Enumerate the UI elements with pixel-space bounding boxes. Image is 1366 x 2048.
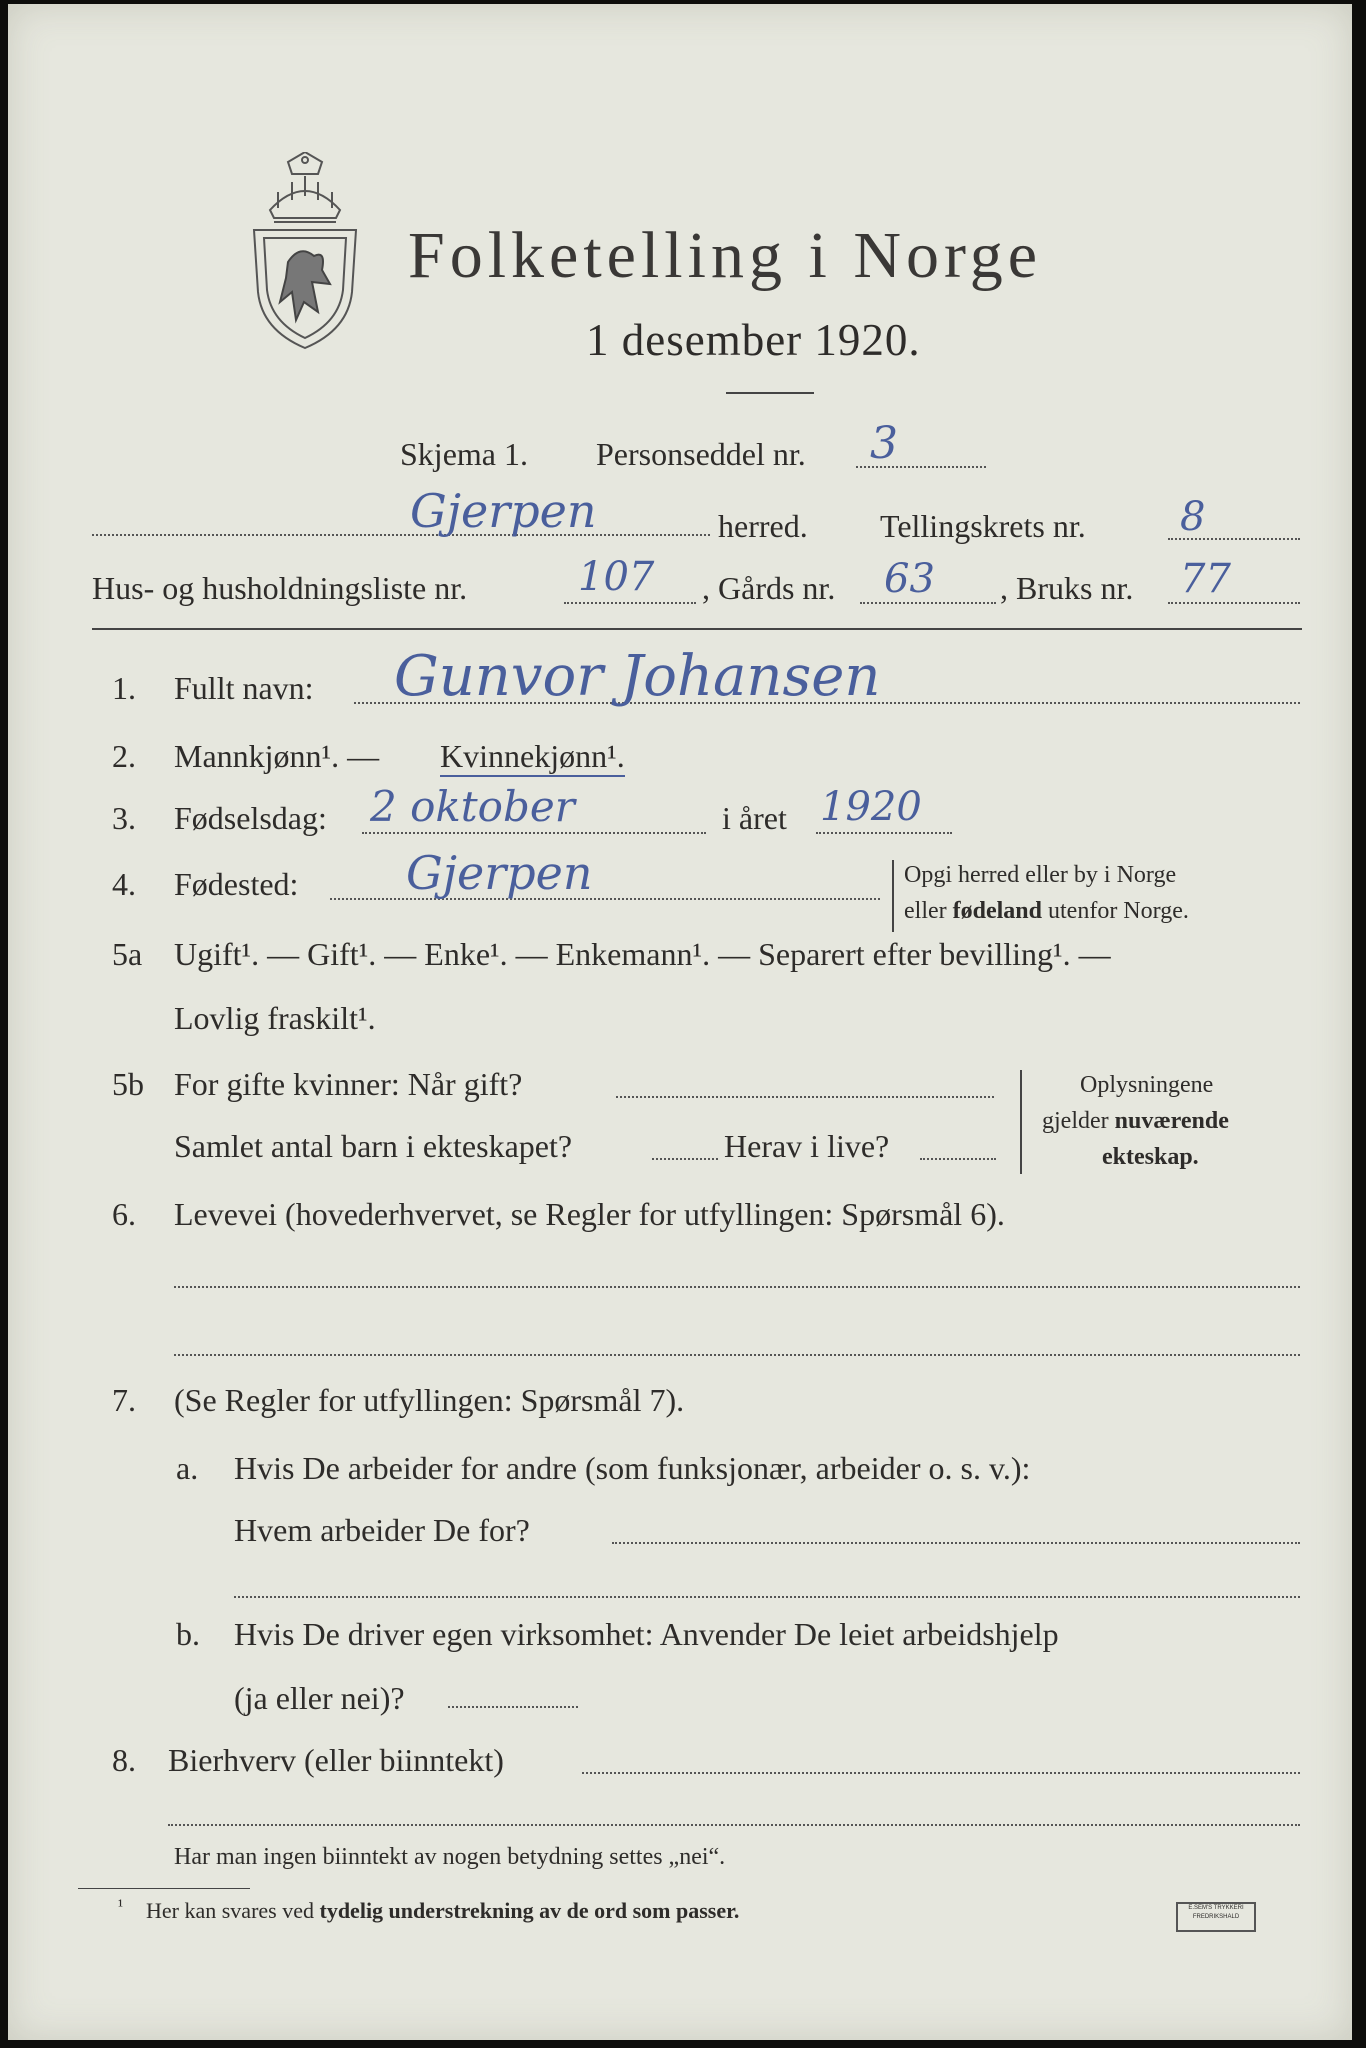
children-alive-field[interactable] [920,1158,996,1160]
q5a-number: 5a [112,936,143,972]
q5b-note-line1: Oplysningene [1080,1072,1214,1098]
side-income-field[interactable] [582,1772,1300,1774]
skjema-label: Skjema 1. [400,436,528,472]
footnote-mark: ¹ [118,1896,124,1915]
q7-number: 7. [112,1382,136,1418]
gards-field[interactable] [860,602,996,604]
q2-number: 2. [112,738,136,774]
header-divider [92,628,1302,630]
printer-stamp: E.SEM'S TRYKKERI FREDRIKSHALD [1176,1902,1256,1932]
footnote-divider [78,1888,250,1889]
birth-year-label: i året [722,800,787,836]
title-divider [726,392,814,394]
occupation-label: Levevei (hovederhvervet, se Regler for utfyllingen: Spørsmål 6). [174,1196,1005,1232]
q5b-note-line2: gjelder nuværende [1042,1108,1229,1134]
q7a-label: Hvis De arbeider for andre (som funksjonær, arbeider o. s. v.): [234,1450,1031,1486]
employer-label: Hvem arbeider De for? [234,1512,530,1548]
husholdningsliste-label: Hus- og husholdningsliste nr. [92,570,468,606]
herred-value: Gjerpen [410,484,597,538]
gards-value: 63 [884,556,935,602]
employer-field-2[interactable] [234,1596,1300,1598]
q5b-number: 5b [112,1066,144,1102]
married-when-field[interactable] [616,1096,994,1098]
q4-label: Fødested: [174,866,299,902]
q7b-label: Hvis De driver egen virksomhet: Anvender De leiet arbeidshjelp [234,1616,1059,1652]
side-income-label: Bierhverv (eller biinntekt) [168,1742,504,1778]
q7a-letter: a. [176,1450,199,1486]
tellingskrets-value: 8 [1180,494,1206,540]
gards-label: , Gårds nr. [702,570,836,606]
q1-label: Fullt navn: [174,670,314,706]
q6-number: 6. [112,1196,136,1232]
occupation-field-1[interactable] [174,1286,1300,1288]
birth-year-field[interactable] [816,832,952,834]
side-income-note: Har man ingen biinntekt av nogen betydning settes „nei“. [174,1844,726,1870]
sex-option-female[interactable]: Kvinnekjønn¹. [440,738,625,777]
footnote-text: Her kan svares ved tydelig understrekning av de ord som passer. [146,1898,740,1923]
birthplace-value: Gjerpen [406,846,593,900]
q4-note-line2: eller fødeland utenfor Norge. [904,898,1189,924]
personseddel-label: Personseddel nr. [596,436,806,472]
sex-option-male[interactable]: Mannkjønn¹. — [174,738,380,774]
birth-year-value: 1920 [820,784,922,830]
birthdate-field[interactable] [362,832,706,834]
husholdningsliste-field[interactable] [564,602,696,604]
q8-number: 8. [112,1742,136,1778]
hired-help-label: (ja eller nei)? [234,1680,405,1716]
side-income-field-2[interactable] [168,1824,1300,1826]
full-name-value: Gunvor Johansen [394,644,881,709]
herred-label: herred. [718,508,808,544]
q5b-note-line3: ekteskap. [1102,1144,1199,1170]
q3-label: Fødselsdag: [174,800,327,836]
q4-note-bracket [892,860,894,932]
personseddel-value: 3 [870,418,898,469]
marital-status-divorced[interactable]: Lovlig fraskilt¹. [174,1000,376,1036]
q4-note-line1: Opgi herred eller by i Norge [904,862,1177,888]
hired-help-field[interactable] [448,1706,578,1708]
q4-number: 4. [112,866,136,902]
bruks-value: 77 [1180,556,1231,602]
employer-field[interactable] [612,1542,1300,1544]
children-count-field[interactable] [652,1158,718,1160]
bruks-label: , Bruks nr. [1000,570,1134,606]
q1-number: 1. [112,670,136,706]
marital-status-options[interactable]: Ugift¹. — Gift¹. — Enke¹. — Enkemann¹. — Separert efter bevilling¹. — [174,936,1111,972]
herred-field[interactable] [92,534,710,536]
bruks-field[interactable] [1168,602,1300,604]
q3-number: 3. [112,800,136,836]
birthdate-value: 2 oktober [370,782,575,831]
census-form [8,4,1352,2040]
children-count-label: Samlet antal barn i ekteskapet? [174,1128,573,1164]
census-date: 1 desember 1920. [586,315,921,365]
tellingskrets-label: Tellingskrets nr. [880,508,1086,544]
q5b-note-bracket [1020,1070,1022,1174]
form-title: Folketelling i Norge [408,219,1043,292]
coat-of-arms-emblem [248,152,363,352]
occupation-field-2[interactable] [174,1354,1300,1356]
married-when-label: For gifte kvinner: Når gift? [174,1066,523,1102]
husholdningsliste-value: 107 [578,554,655,600]
q7b-letter: b. [176,1616,200,1652]
q7-label: (Se Regler for utfyllingen: Spørsmål 7). [174,1382,685,1418]
children-alive-label: Herav i live? [724,1128,890,1164]
